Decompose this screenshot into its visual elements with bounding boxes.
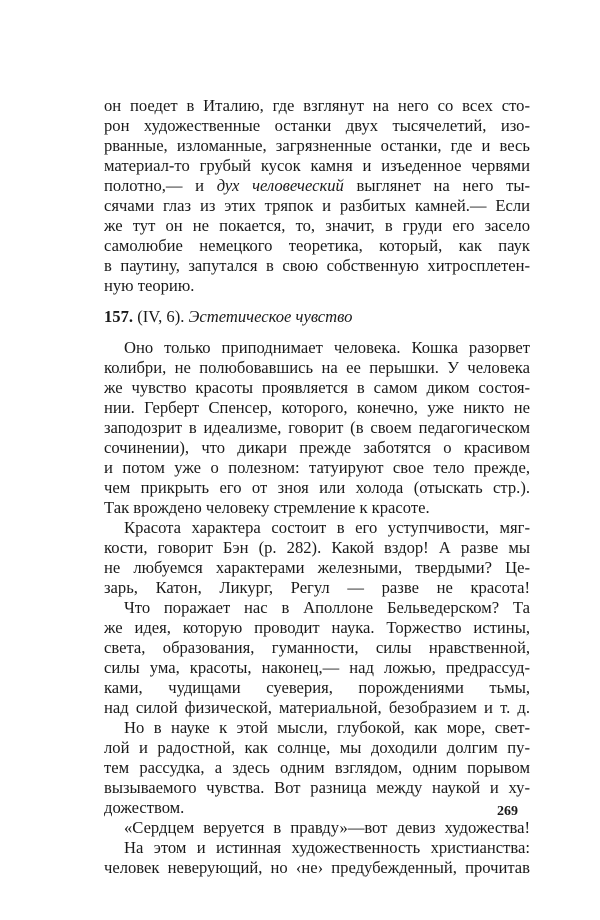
paragraph-1	[104, 338, 530, 518]
text-line: Оно только приподнимает человека. Кошка разорвет	[124, 338, 530, 357]
text-line: в паутину, запутался в свою собственную хитросплетен-	[104, 256, 530, 275]
text-line: Но в науке к этой мысли, глубокой, как море, свет-	[124, 718, 530, 737]
text-line: самолюбие немецкого теоретика, который, как паук	[104, 236, 530, 255]
text-line: и потом уже о полезном: татуируют свое тело прежде,	[104, 458, 530, 477]
text-line: человек неверующий, но ‹не› предубежденный, прочитав	[104, 858, 530, 877]
text-line: же тут он не покается, то, значит, в груди его засело	[104, 216, 530, 235]
text-line: тем рассудка, а здесь одним взглядом, одним порывом	[104, 758, 530, 777]
text-line: материал-то грубый кусок камня и изъеденное червями	[104, 156, 530, 175]
paragraph-3	[104, 598, 530, 718]
section-heading	[104, 306, 530, 328]
italic-phrase: дух человеческий	[216, 176, 344, 195]
text-line: же идея, которую проводит наука. Торжество истины,	[104, 618, 530, 637]
text-line-with-italic	[104, 176, 530, 196]
text-line: Что поражает нас в Аполлоне Бельведерском? Та	[124, 598, 530, 617]
text-segment: выглянет на него ты-	[343, 176, 530, 195]
text-line: На этом и истинная художественность христианства:	[124, 838, 530, 857]
page-number: 269	[497, 804, 518, 819]
text-line: лой и радостной, как солнце, мы доходили долгим пу-	[104, 738, 530, 757]
text-line: нии. Герберт Спенсер, которого, конечно, уже никто не	[104, 398, 530, 417]
page-body	[104, 96, 530, 878]
text-segment: полотно,— и	[104, 176, 217, 195]
text-line: сячами глаз из этих тряпок и разбитых камней.— Если	[104, 196, 530, 215]
text-line: силы ума, красоты, наконец,— над ложью, предрассуд-	[104, 658, 530, 677]
text-line: не любуемся характерами железными, твердыми? Це-	[104, 558, 530, 577]
text-line: «Сердцем веруется в правду»—вот девиз художества!	[124, 818, 530, 837]
text-line: Красота характера состоит в его уступчивости, мяг-	[124, 518, 530, 537]
text-line: рванные, изломанные, загрязненные останки, где и весь	[104, 136, 530, 155]
text-line: Так врождено человеку стремление к красоте.	[104, 498, 430, 517]
paragraph-4	[104, 718, 530, 818]
text-line: ками, чудищами суеверия, порождениями тьмы,	[104, 678, 530, 697]
text-line: зарь, Катон, Ликург, Регул — разве не красота!	[104, 578, 530, 597]
text-line: чем прикрыть его от зноя или холода (отыскать стр.).	[104, 478, 530, 497]
text-line: дожеством.	[104, 798, 185, 817]
paragraph-2	[104, 518, 530, 598]
text-line: колибри, не полюбовавшись на ее перышки. У человека	[104, 358, 530, 377]
paragraph-5	[104, 818, 530, 838]
text-line: над силой физической, материальной, безобразием и т. д.	[104, 698, 530, 717]
text-line: света, образования, гуманности, силы нравственной,	[104, 638, 530, 657]
text-line: рон художественные останки двух тысячелетий, изо-	[104, 116, 530, 135]
text-line: же чувство красоты проявляется в самом диком состоя-	[104, 378, 530, 397]
paragraph-6	[104, 838, 530, 878]
text-line: он поедет в Италию, где взглянут на него со всех сто-	[104, 96, 530, 115]
text-line: заподозрит в идеализме, говорит (в своем педагогическом	[104, 418, 530, 437]
section-title: Эстетическое чувство	[188, 307, 353, 326]
intro-paragraph	[104, 96, 530, 296]
text-line: сочинении), что дикари прежде заботятся о красивом	[104, 438, 530, 457]
section-number: 157.	[104, 307, 134, 326]
section-ref: (IV, 6).	[137, 307, 185, 326]
text-line: кости, говорит Бэн (р. 282). Какой вздор! А разве мы	[104, 538, 530, 557]
text-line: ную теорию.	[104, 276, 195, 295]
text-line: вызываемого чувства. Вот разница между наукой и ху-	[104, 778, 530, 797]
